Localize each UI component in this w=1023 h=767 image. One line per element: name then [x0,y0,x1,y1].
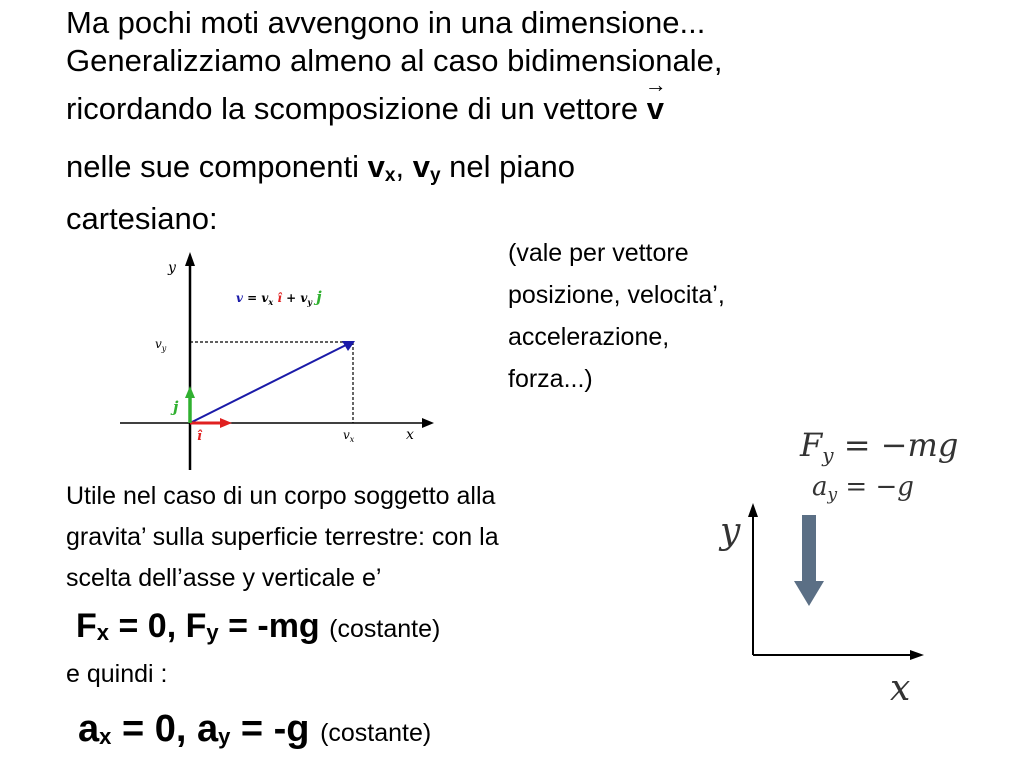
vx-symbol [368,149,396,184]
gravity-line: Utile nel caso di un corpo soggetto alla [66,482,496,510]
diagram-x-label: x [406,427,414,443]
intro-line-4-tail: nel piano [449,149,575,184]
ay-subscript: y [218,724,231,749]
fy-symbol: F [800,426,823,464]
vx-tick-label: $v_x$ [343,428,355,444]
gravity-y-label: y [720,511,741,552]
gravity-line: scelta dell’asse y verticale e’ [66,564,382,592]
vector-arrow-icon: → [644,72,667,97]
forces-note: (costante) [329,615,441,643]
vector-diagram [110,240,450,480]
intro-line-4 [66,138,966,205]
diagram-y-arrowhead-icon [185,252,195,266]
gravity-diagram [710,495,940,715]
vector-v-letter: v [646,91,664,126]
fx-subscript: x [96,620,110,645]
note-line: (vale per vettore [508,239,689,267]
vy-symbol [413,149,441,184]
fy-subscript: y [822,443,834,467]
unit-i-label: î [197,429,202,444]
ay-symbol: a [812,472,828,502]
gravity-arrow-head-icon [794,581,824,606]
unit-j-label: j [173,398,179,416]
diagram-y-label: y [168,260,176,276]
intro-paragraph [66,4,966,239]
note-line: accelerazione, [508,323,670,351]
fy-symbol: F [185,607,207,645]
ay-value: = -g [230,708,321,750]
gravity-y-arrowhead-icon [748,503,758,517]
intro-line-3-text: ricordando la scomposizione di un vettore [66,91,639,126]
validity-note [508,232,848,400]
unit-j-arrowhead-icon [185,386,195,398]
forces-equation [76,607,440,646]
gravity-paragraph [66,476,706,599]
ay-rest: = −g [845,472,914,502]
intro-line-5: cartesiano: [66,201,218,236]
gravity-arrow-shaft [802,515,816,581]
vector-v-symbol [644,72,667,138]
intro-line-4-text: nelle sue componenti [66,149,359,184]
acc-note: (costante) [320,719,432,747]
vx-subscript: x [384,165,396,186]
ay-subscript: y [827,485,838,505]
diagram-equation: v = $v_x$ î + $v_y$ j [236,288,322,307]
ay-symbol: a [196,708,219,750]
vx-base: v [367,149,385,184]
acceleration-equation [78,708,431,751]
comma: , [395,149,405,184]
gravity-line: gravita’ sulla superficie terrestre: con la [66,523,499,551]
intro-line-1: Ma pochi moti avvengono in una dimensione... [66,5,706,40]
fy-equation [800,426,958,467]
fy-subscript: y [206,620,219,645]
ax-symbol: a [78,708,100,750]
gravity-x-label: x [890,668,911,709]
vy-tick-label: $v_y$ [155,337,167,353]
ax-subscript: x [99,724,112,749]
vy-base: v [412,149,430,184]
vector-v-line [190,345,346,423]
fx-symbol: F [76,607,97,645]
fy-value: = -mg [218,607,330,645]
unit-i-arrowhead-icon [220,418,232,428]
ax-value: = 0, [111,708,197,750]
intro-line-2: Generalizziamo almeno al caso bidimensionale, [66,43,723,78]
intro-line-3 [66,72,966,138]
vy-subscript: y [429,165,441,186]
fx-value: = 0, [109,607,186,645]
e-quindi-text: e quindi : [66,660,168,688]
fy-rest: = −mg [843,426,959,464]
note-line: forza...) [508,365,593,393]
gravity-x-arrowhead-icon [910,650,924,660]
diagram-x-arrowhead-icon [422,418,434,428]
note-line: posizione, velocita’, [508,281,725,309]
